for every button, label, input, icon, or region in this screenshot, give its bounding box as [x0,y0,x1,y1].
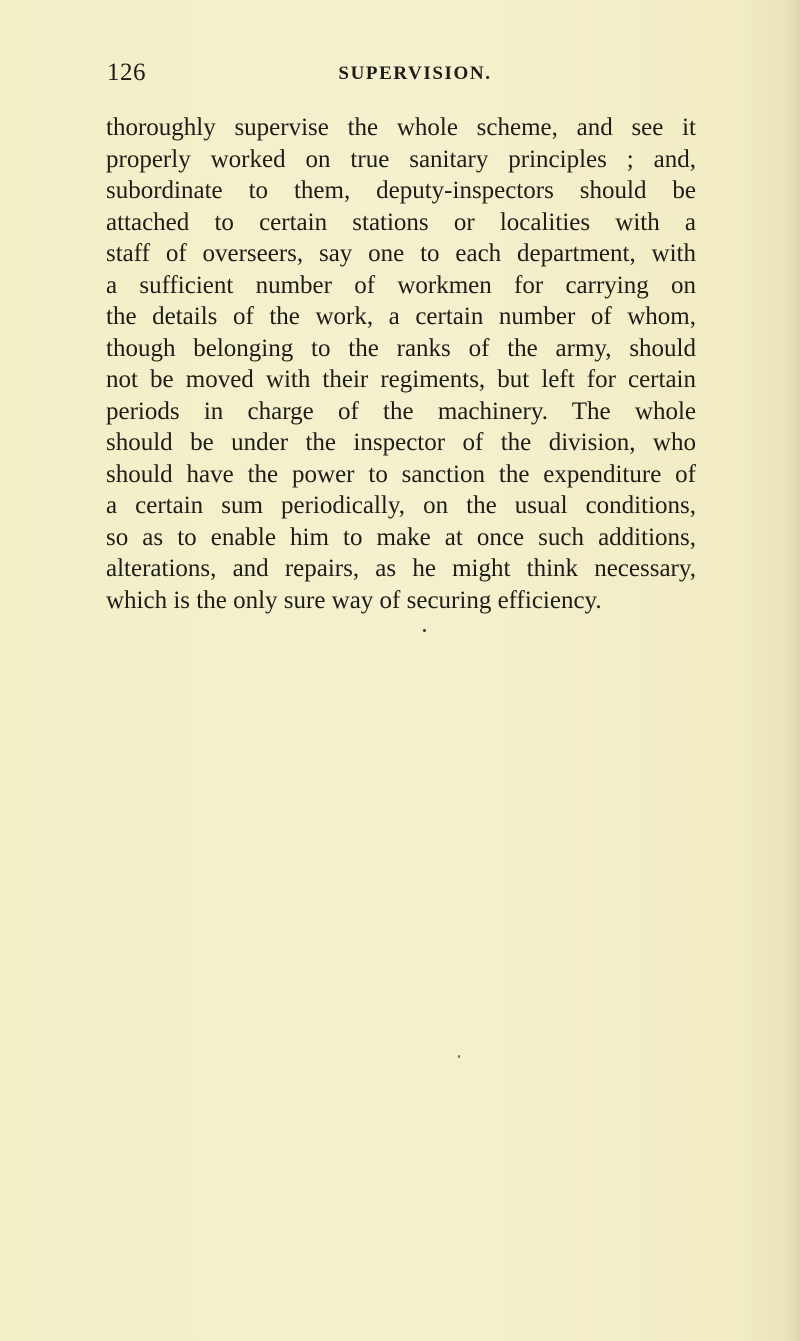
paper-speck [458,1055,460,1058]
text-line: so as to enable him to make at once such additions, [106,523,696,551]
text-line: staff of overseers, say one to each department, with [106,240,696,267]
page-edge-shadow [786,0,800,1341]
text-line: though belonging to the ranks of the army, should [106,334,696,362]
text-line: which is the only sure way of securing efficiency. [106,586,602,614]
text-line: periods in charge of the machinery. The whole [106,397,696,425]
text-line: properly worked on true sanitary principles ; and, [106,145,696,173]
text-line: the details of the work, a certain number of whom, [106,303,696,330]
text-line: not be moved with their regiments, but left for certain [106,366,696,393]
text-line: thoroughly supervise the whole scheme, and see it [106,114,696,141]
text-line: subordinate to them, deputy-inspectors should be [106,177,696,204]
text-line: alterations, and repairs, as he might think necessary, [106,555,696,582]
text-line: attached to certain stations or localities with a [106,208,696,236]
text-line: a sufficient number of workmen for carrying on [106,271,696,299]
text-line: should be under the inspector of the division, who [106,429,696,456]
text-line: should have the power to sanction the expenditure of [106,460,696,488]
running-head: SUPERVISION. [338,63,492,84]
paper-speck [423,629,426,632]
page-number: 126 [107,59,146,86]
text-line: a certain sum periodically, on the usual conditions, [106,492,696,519]
body-paragraph [106,112,696,616]
